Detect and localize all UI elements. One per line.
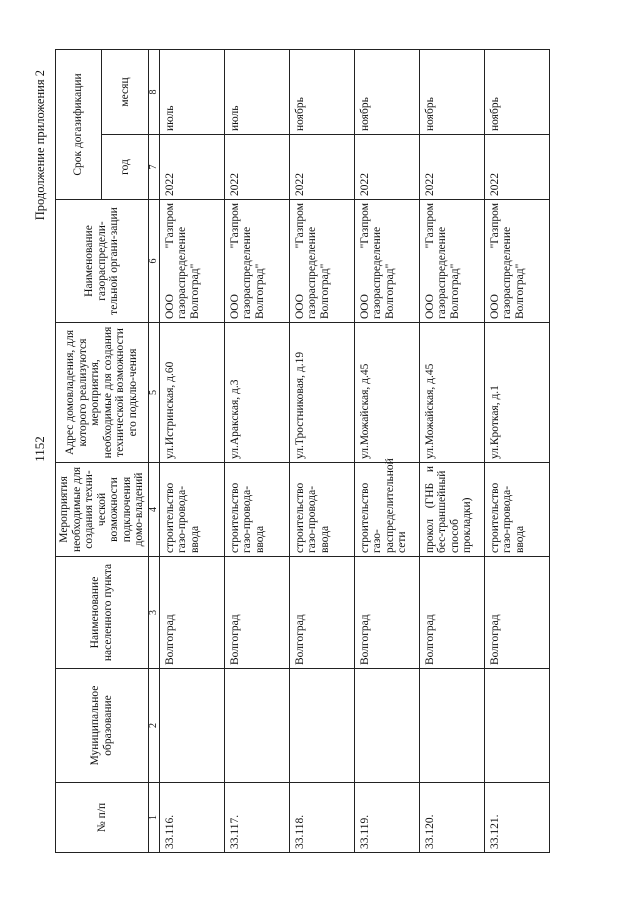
column-number: 5 — [148, 323, 159, 463]
header-deadline: Срок догазификации — [56, 50, 102, 200]
column-number: 7 — [148, 135, 159, 200]
header-month: месяц — [102, 50, 148, 135]
municipality-cell — [159, 669, 224, 783]
row-number: 33.120. — [419, 783, 484, 853]
address-cell: ул.Тростниковая, д.19 — [289, 323, 354, 463]
address-cell: ул.Истринская, д.60 — [159, 323, 224, 463]
organization-cell: ООО "Газпром газораспределение Волгоград" — [484, 200, 549, 323]
row-number: 33.117. — [224, 783, 289, 853]
year-cell: 2022 — [224, 135, 289, 200]
address-cell: ул.Можайская, д.45 — [354, 323, 419, 463]
month-cell: июль — [224, 50, 289, 135]
organization-cell: ООО "Газпром газораспределение Волгоград" — [289, 200, 354, 323]
row-number: 33.118. — [289, 783, 354, 853]
column-number: 4 — [148, 463, 159, 557]
settlement-cell: Волгоград — [419, 557, 484, 669]
measure-cell: прокол (ГНБ и бес-траншейный способ прокладки) — [419, 463, 484, 557]
measure-cell: строительство газо-провода-ввода — [159, 463, 224, 557]
table-row — [484, 50, 549, 853]
month-cell: ноябрь — [354, 50, 419, 135]
organization-cell: ООО "Газпром газораспределение Волгоград" — [419, 200, 484, 323]
measure-cell: строительство газо-распределительной сети — [354, 463, 419, 557]
header-address: Адрес домовладения, для которого реализуются мероприятия, необходимые для создания технической возможности его подклю-чения — [56, 323, 149, 463]
table-row — [224, 50, 289, 853]
settlement-cell: Волгоград — [224, 557, 289, 669]
month-cell: июль — [159, 50, 224, 135]
column-number: 2 — [148, 669, 159, 783]
table-row — [354, 50, 419, 853]
column-number: 8 — [148, 50, 159, 135]
year-cell: 2022 — [354, 135, 419, 200]
settlement-cell: Волгоград — [159, 557, 224, 669]
header-num: № п/п — [56, 783, 149, 853]
month-cell: ноябрь — [419, 50, 484, 135]
header-municipality: Муниципальное образование — [56, 669, 149, 783]
address-cell: ул.Кроткая, д.1 — [484, 323, 549, 463]
settlement-cell: Волгоград — [354, 557, 419, 669]
header-row — [56, 50, 102, 853]
row-number: 33.121. — [484, 783, 549, 853]
organization-cell: ООО "Газпром газораспределение Волгоград" — [224, 200, 289, 323]
column-number: 3 — [148, 557, 159, 669]
settlement-cell: Волгоград — [484, 557, 549, 669]
continuation-title: Продолжение приложения 2 — [33, 70, 47, 221]
settlement-cell: Волгоград — [289, 557, 354, 669]
municipality-cell — [354, 669, 419, 783]
address-cell: ул.Можайская, д.45 — [419, 323, 484, 463]
municipality-cell — [224, 669, 289, 783]
header-year: год — [102, 135, 148, 200]
year-cell: 2022 — [159, 135, 224, 200]
table-row — [419, 50, 484, 853]
organization-cell: ООО "Газпром газораспределение Волгоград" — [354, 200, 419, 323]
column-number-row — [148, 50, 159, 853]
row-number: 33.119. — [354, 783, 419, 853]
page-number: 1152 — [32, 436, 47, 462]
measure-cell: строительство газо-провода-ввода — [484, 463, 549, 557]
municipality-cell — [484, 669, 549, 783]
municipality-cell — [289, 669, 354, 783]
row-number: 33.116. — [159, 783, 224, 853]
header-measures: Мероприятия необходимые для создания техни-ческой возможности подключения домо-владений — [56, 463, 149, 557]
gasification-table — [55, 49, 550, 853]
table-row — [289, 50, 354, 853]
month-cell: ноябрь — [289, 50, 354, 135]
measure-cell: строительство газо-провода-ввода — [289, 463, 354, 557]
year-cell: 2022 — [289, 135, 354, 200]
organization-cell: ООО "Газпром газораспределение Волгоград" — [159, 200, 224, 323]
column-number: 6 — [148, 200, 159, 323]
year-cell: 2022 — [419, 135, 484, 200]
header-settlement: Наименование населенного пункта — [56, 557, 149, 669]
address-cell: ул.Аракская, д.3 — [224, 323, 289, 463]
measure-cell: строительство газо-провода-ввода — [224, 463, 289, 557]
municipality-cell — [419, 669, 484, 783]
column-number: 1 — [148, 783, 159, 853]
month-cell: ноябрь — [484, 50, 549, 135]
year-cell: 2022 — [484, 135, 549, 200]
table-row — [159, 50, 224, 853]
header-organization: Наименование газораспредели-тельной органи-зации — [56, 200, 149, 323]
